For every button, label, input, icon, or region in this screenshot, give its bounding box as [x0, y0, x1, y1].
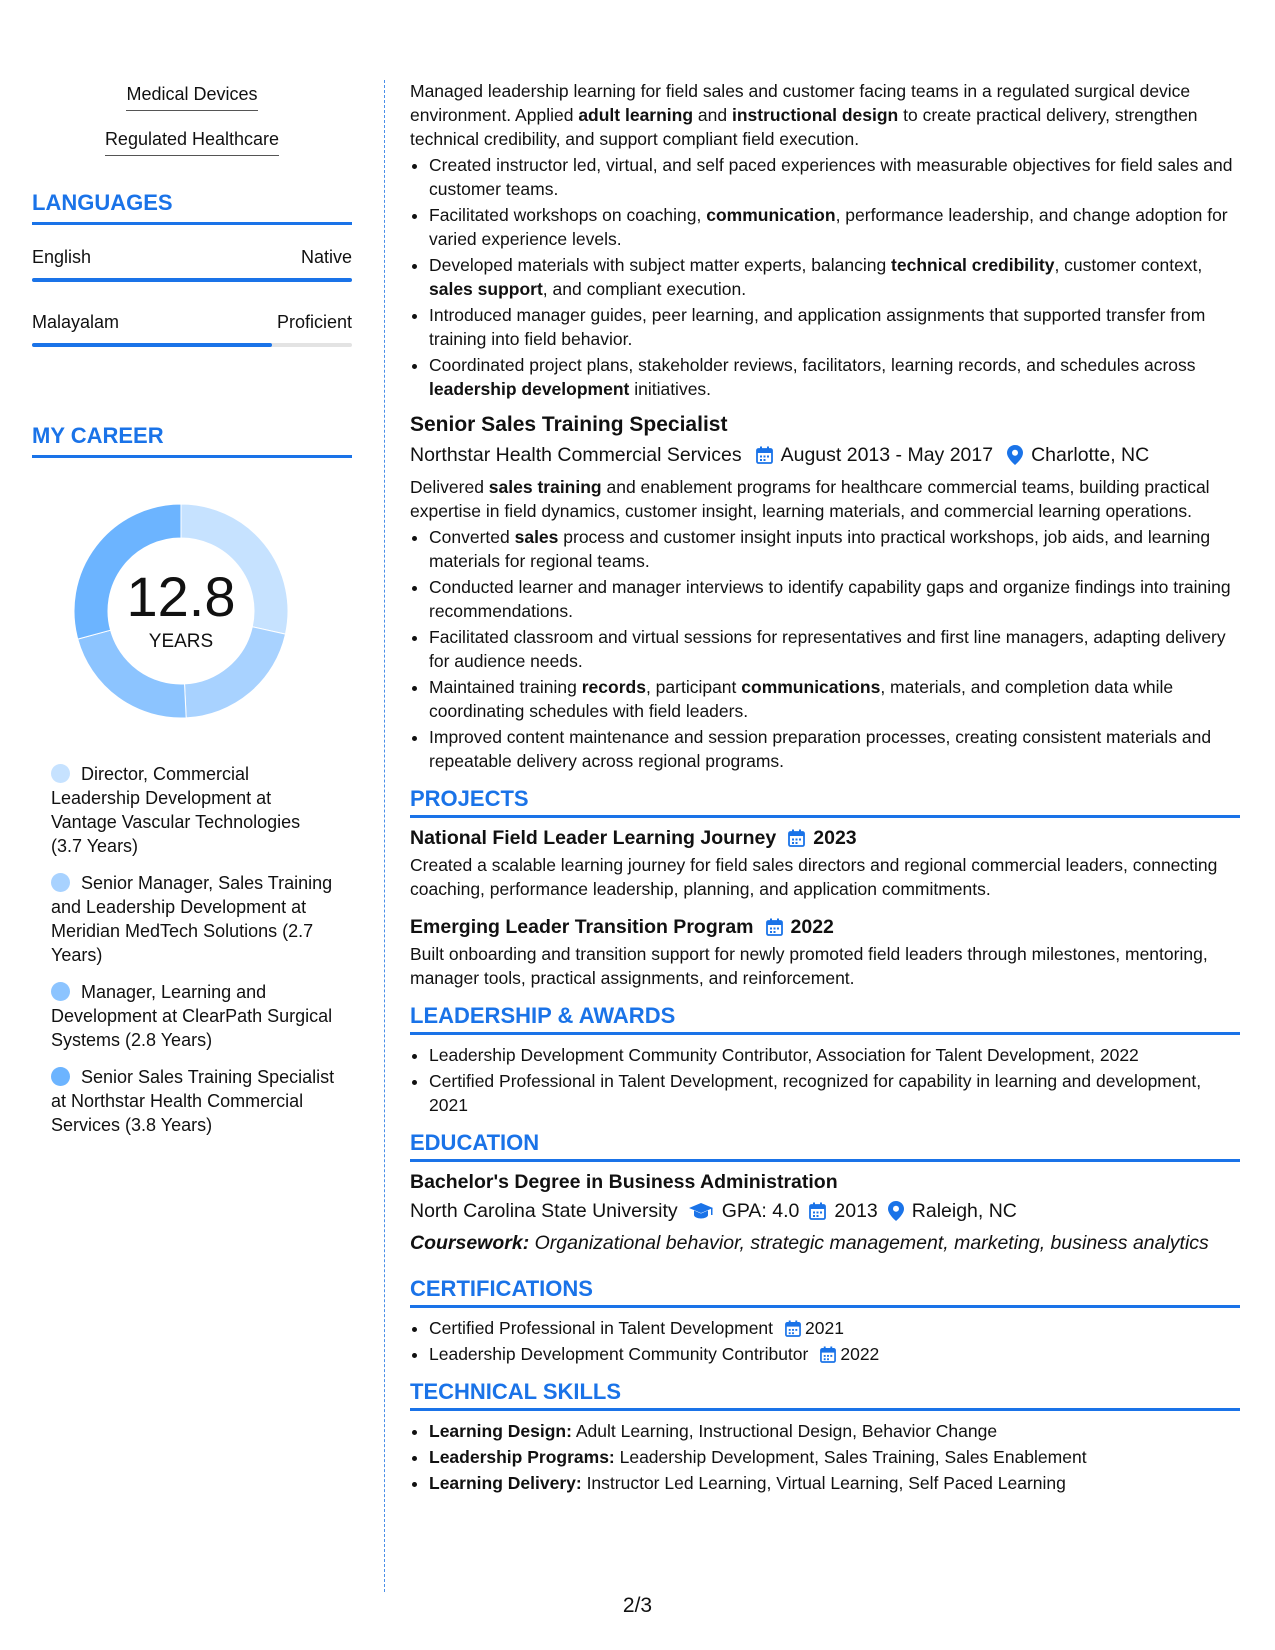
projects-title: PROJECTS [410, 787, 1240, 818]
graduation-cap-icon [688, 1202, 714, 1220]
language-name: English [32, 247, 92, 267]
skill-value: Adult Learning, Instructional Design, Behavior Change [571, 1421, 998, 1441]
awards-list [410, 1043, 1240, 1117]
job-location: Charlotte, NC [1031, 444, 1150, 466]
certification-name: • Leadership Development Community Contributor [429, 1344, 809, 1364]
language-entry [32, 247, 352, 282]
job-bullet: • Created instructor led, virtual, and self paced experiences with measurable objectives for field sales and customer teams. [429, 153, 1240, 201]
job-dates: August 2013 - May 2017 [780, 444, 994, 466]
skills-list [410, 1419, 1240, 1495]
calendar-icon [788, 829, 805, 847]
job-bullet: • Conducted learner and manager interviews to identify capability gaps and organize findings into training recommendations. [429, 575, 1240, 623]
coursework-value: Organizational behavior, strategic management, marketing, business analytics [529, 1232, 1209, 1254]
job-bullet: • Facilitated classroom and virtual sessions for representatives and first line managers, adapting delivery for audience needs. [429, 625, 1240, 673]
job-bullet: • Maintained training records, participant communications, materials, and completion data while coordinating schedules with field leaders. [429, 675, 1240, 723]
project-year: 2022 [790, 916, 834, 938]
calendar-icon [785, 1320, 801, 1337]
skill-item [429, 1445, 1240, 1469]
career-legend-item [51, 762, 336, 858]
skill-value: Instructor Led Learning, Virtual Learning, Self Paced Learning [581, 1473, 1066, 1493]
job-title: Senior Sales Training Specialist [410, 413, 728, 436]
skill-value: Leadership Development, Sales Training, Sales Enablement [614, 1447, 1087, 1467]
location-pin-icon [1007, 445, 1023, 465]
career-role: Senior Sales Training Specialist at Northstar Health Commercial Services (3.8 Years) [51, 1067, 335, 1135]
coursework-label: Coursework: [410, 1232, 530, 1254]
location-pin-icon [888, 1201, 904, 1221]
skills-title: TECHNICAL SKILLS [410, 1380, 1240, 1411]
industry-tag: Medical Devices [126, 84, 257, 111]
career-role: Senior Manager, Sales Training and Leadership Development at Meridian MedTech Solutions (2.7 Years) [51, 873, 333, 965]
calendar-icon [766, 918, 783, 936]
language-entry [32, 312, 352, 347]
education-year: 2013 [834, 1200, 878, 1222]
language-level: Proficient [276, 312, 352, 332]
certifications-title: CERTIFICATIONS [410, 1277, 1240, 1308]
certification-year: 2021 [805, 1318, 844, 1338]
project-header [410, 915, 1240, 939]
job-bullet: • Improved content maintenance and session preparation processes, creating consistent materials and repeatable delivery across regional programs. [429, 725, 1240, 773]
certification-name: • Certified Professional in Talent Development [429, 1318, 774, 1338]
skill-item [429, 1419, 1240, 1443]
career-legend [32, 762, 336, 1137]
language-name: Malayalam [32, 312, 120, 332]
legend-dot-icon [51, 764, 70, 783]
project-name: National Field Leader Learning Journey [410, 827, 777, 849]
skill-label: Learning Delivery: [429, 1473, 582, 1493]
education-school: North Carolina State University [410, 1200, 678, 1222]
legend-dot-icon [51, 982, 70, 1001]
career-role: Manager, Learning and Development at ClearPath Surgical Systems (2.8 Years) [51, 982, 333, 1050]
legend-dot-icon [51, 873, 70, 892]
award-item: • Certified Professional in Talent Development, recognized for capability in learning and development, 2021 [429, 1069, 1240, 1117]
education-coursework [410, 1231, 1240, 1255]
skill-label: Learning Design: [429, 1421, 572, 1441]
project-year: 2023 [813, 827, 857, 849]
career-legend-item [51, 980, 336, 1052]
sidebar [32, 84, 352, 1150]
language-level: Native [300, 247, 352, 267]
job-bullets [410, 153, 1240, 401]
language-bar-fill [32, 278, 352, 282]
industry-tag: Regulated Healthcare [105, 129, 279, 156]
certification-item [429, 1342, 1240, 1366]
legend-dot-icon [51, 1067, 70, 1086]
job-summary: Managed leadership learning for field sales and customer facing teams in a regulated surgical device environment. Applied adult learning and instructional design to create practical delivery, strengthen technical credibility, and support compliant field execution. [410, 81, 1198, 149]
project-description: Created a scalable learning journey for field sales directors and regional commercial leaders, connecting coaching, performance leadership, planning, and application commitments. [410, 855, 1218, 899]
language-bar-fill [32, 343, 272, 347]
certification-item [429, 1316, 1240, 1340]
main-content [410, 79, 1240, 1497]
award-item: • Leadership Development Community Contributor, Association for Talent Development, 2022 [429, 1043, 1240, 1067]
skill-item [429, 1471, 1240, 1495]
language-bar [32, 278, 352, 282]
donut-center [66, 496, 296, 726]
career-legend-item [51, 1065, 336, 1137]
career-legend-item [51, 871, 336, 967]
project-name: Emerging Leader Transition Program [410, 916, 754, 938]
career-donut-chart [66, 496, 296, 726]
education-meta [410, 1199, 1240, 1223]
job-summary: Delivered sales training and enablement programs for healthcare commercial teams, building practical expertise in field dynamics, customer insight, learning materials, and commercial learning operations. [410, 477, 1210, 521]
education-degree: Bachelor's Degree in Business Administration [410, 1171, 838, 1193]
job-bullet: • Facilitated workshops on coaching, communication, performance leadership, and change adoption for varied experience levels. [429, 203, 1240, 251]
education-title: EDUCATION [410, 1131, 1240, 1162]
company-name: Northstar Health Commercial Services [410, 444, 742, 466]
awards-title: LEADERSHIP & AWARDS [410, 1004, 1240, 1035]
job-bullet: • Coordinated project plans, stakeholder reviews, facilitators, learning records, and schedules across leadership development initiatives. [429, 353, 1240, 401]
project-description: Built onboarding and transition support for newly promoted field leaders through milestones, mentoring, manager tools, practical assignments, and reinforcement. [410, 944, 1208, 988]
career-total-years: 12.8 [126, 565, 236, 628]
education-location: Raleigh, NC [911, 1200, 1017, 1222]
certification-year: 2022 [840, 1344, 880, 1364]
job-meta [410, 443, 1240, 467]
calendar-icon [820, 1346, 836, 1363]
certifications-list [410, 1316, 1240, 1366]
page-number: 2/3 [622, 1594, 653, 1617]
job-bullet: • Developed materials with subject matter experts, balancing technical credibility, customer context, sales support, and compliant execution. [429, 253, 1240, 301]
calendar-icon [809, 1202, 826, 1220]
languages-title: LANGUAGES [32, 190, 352, 225]
column-divider [384, 80, 385, 1592]
language-bar [32, 343, 352, 347]
project-header [410, 826, 1240, 850]
career-title: MY CAREER [32, 423, 352, 458]
job-bullets [410, 525, 1240, 773]
career-years-unit: YEARS [148, 631, 214, 652]
career-role: Director, Commercial Leadership Development at Vantage Vascular Technologies (3.7 Years) [51, 764, 301, 856]
job-bullet: • Converted sales process and customer insight inputs into practical workshops, job aids, and learning materials for regional teams. [429, 525, 1240, 573]
calendar-icon [756, 446, 773, 464]
skill-label: Leadership Programs: [429, 1447, 615, 1467]
education-gpa: GPA: 4.0 [721, 1200, 800, 1222]
job-bullet: • Introduced manager guides, peer learning, and application assignments that supported transfer from training into field behavior. [429, 303, 1240, 351]
